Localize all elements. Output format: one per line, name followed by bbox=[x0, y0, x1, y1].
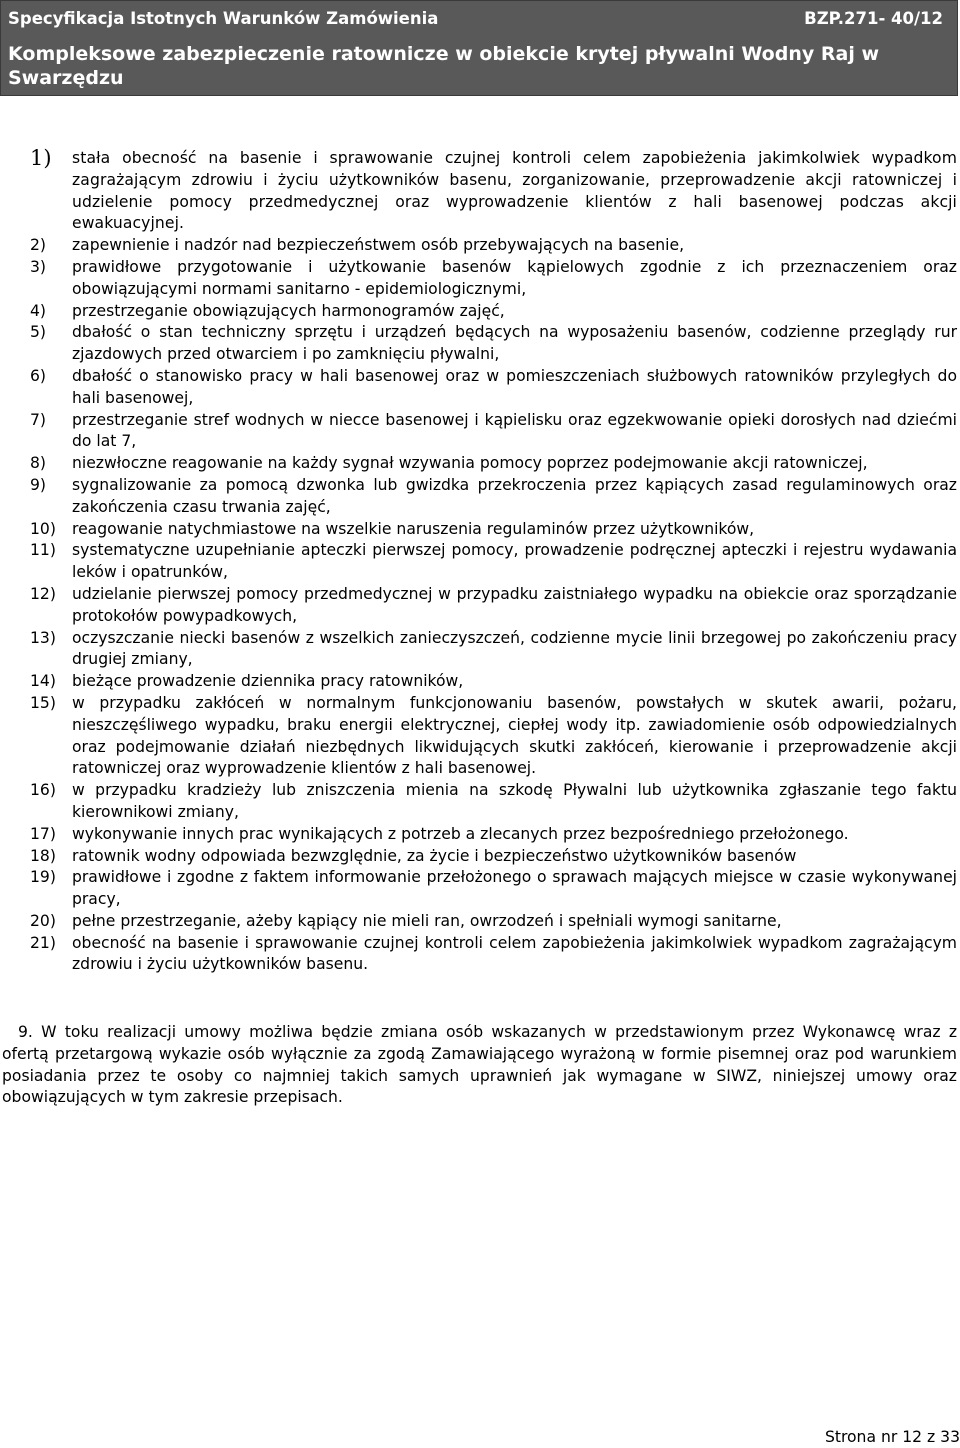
item-number: 8) bbox=[30, 454, 47, 473]
item-text: obecność na basenie i sprawowanie czujnej kontroli celem zapobieżenia jakimkolwiek wypadkom zagrażającym zdrowiu i życiu użytkowników basenu. bbox=[72, 933, 957, 974]
item-text: wykonywanie innych prac wynikających z potrzeb a zlecanych przez bezpośredniego przełożonego. bbox=[72, 824, 849, 843]
item-number: 7) bbox=[30, 410, 47, 429]
list-item bbox=[30, 540, 957, 584]
list-item bbox=[30, 911, 957, 933]
list-item bbox=[30, 453, 957, 475]
item-text: reagowanie natychmiastowe na wszelkie naruszenia regulaminów przez użytkowników, bbox=[72, 519, 755, 538]
item-number: 12) bbox=[30, 584, 56, 603]
item-text: bieżące prowadzenie dziennika pracy ratowników, bbox=[72, 672, 464, 691]
item-text: w przypadku zakłóceń w normalnym funkcjonowaniu basenów, powstałych w skutek awarii, pożaru, nieszczęśliwego wypadku, braku energii elektrycznej, ciepłej wody itp. zawiadomienie osób odpowiedzialnych oraz podejmowanie działań niezbędnych likwidujących skutki zakłóceń, kierowanie i przeprowadzenie akcji ratowniczej oraz wyprowadzenie klientów z hali basenowej. bbox=[72, 693, 957, 778]
list-item bbox=[30, 301, 957, 323]
closing-paragraph: 9. W toku realizacji umowy możliwa będzie zmiana osób wskazanych w przedstawionym przez Wykonawcę wraz z ofertą przetargową wykazie osób wyłącznie za zgodą Zamawiającego wyrażoną w formie pisemnej oraz pod warunkiem posiadania przez te osoby co najmniej takich samych uprawnień jak wymagane w SIWZ, niniejszej umowy oraz obowiązujących w tym zakresie przepisach. bbox=[2, 1023, 957, 1107]
item-text: sygnalizowanie za pomocą dzwonka lub gwizdka przekroczenia przez kąpiących zasad regulaminowych oraz zakończenia czasu trwania zajęć, bbox=[72, 475, 957, 516]
item-text: przestrzeganie stref wodnych w niecce basenowej i kąpielisku oraz egzekwowanie opieki dorosłych nad dziećmi do lat 7, bbox=[72, 410, 957, 451]
header-reference-number: BZP.271- 40/12 bbox=[804, 9, 943, 28]
list-item bbox=[30, 846, 957, 868]
item-number: 18) bbox=[30, 846, 56, 865]
item-text: oczyszczanie niecki basenów z wszelkich zanieczyszczeń, codzienne mycie linii brzegowej po zakończeniu pracy drugiej zmiany, bbox=[72, 628, 957, 669]
list-item bbox=[30, 693, 957, 780]
item-number: 13) bbox=[30, 628, 56, 647]
item-number: 17) bbox=[30, 824, 56, 843]
item-text: udzielanie pierwszej pomocy przedmedycznej w przypadku zaistniałego wypadku na obiekcie oraz sporządzanie protokołów powypadkowych, bbox=[72, 584, 957, 625]
list-item bbox=[30, 322, 957, 366]
list-item bbox=[30, 410, 957, 454]
list-item bbox=[30, 584, 957, 628]
item-text: stała obecność na basenie i sprawowanie czujnej kontroli celem zapobieżenia jakimkolwiek wypadkom zagrażającym zdrowiu i życiu użytkowników basenu, zorganizowanie, przeprowadzenie akcji ratowniczej i udzielenie pomocy przedmedycznej oraz wyprowadzenie klientów z hali basenowej podczas akcji ewakuacyjnej. bbox=[72, 149, 957, 233]
list-item bbox=[30, 235, 957, 257]
page-number: Strona nr 12 z 33 bbox=[824, 1428, 960, 1446]
item-text: zapewnienie i nadzór nad bezpieczeństwem osób przebywających na basenie, bbox=[72, 236, 685, 255]
item-text: dbałość o stan techniczny sprzętu i urządzeń będących na wyposażeniu basenów, codzienne przeglądy rur zjazdowych przed otwarciem i po zamknięciu pływalni, bbox=[72, 323, 957, 364]
item-number: 16) bbox=[30, 781, 56, 800]
list-item bbox=[30, 628, 957, 672]
item-text: dbałość o stanowisko pracy w hali basenowej oraz w pomieszczeniach służbowych ratowników przyległych do hali basenowej, bbox=[72, 366, 957, 407]
list-item bbox=[30, 519, 957, 541]
item-text: prawidłowe i zgodne z faktem informowanie przełożonego o sprawach mających miejsce w czasie wykonywanej pracy, bbox=[72, 868, 957, 909]
item-number: 14) bbox=[30, 672, 56, 691]
duties-list bbox=[30, 148, 957, 976]
item-number: 10) bbox=[30, 519, 56, 538]
item-text: ratownik wodny odpowiada bezwzględnie, za życie i bezpieczeństwo użytkowników basenów bbox=[72, 846, 797, 865]
item-number: 19) bbox=[30, 868, 56, 887]
header-contract-title: Kompleksowe zabezpieczenie ratownicze w obiekcie krytej pływalni Wodny Raj w Swarzędzu bbox=[8, 43, 879, 89]
list-item bbox=[30, 148, 957, 235]
list-item bbox=[30, 824, 957, 846]
list-item bbox=[30, 933, 957, 977]
document-header bbox=[0, 0, 958, 96]
item-text: niezwłoczne reagowanie na każdy sygnał wzywania pomocy poprzez podejmowanie akcji ratowniczej, bbox=[72, 454, 868, 473]
item-number: 2) bbox=[30, 236, 47, 255]
list-item bbox=[30, 257, 957, 301]
item-number: 11) bbox=[30, 541, 56, 560]
item-number: 3) bbox=[30, 257, 47, 276]
item-number: 4) bbox=[30, 301, 47, 320]
list-item bbox=[30, 780, 957, 824]
item-number: 21) bbox=[30, 933, 56, 952]
item-number: 5) bbox=[30, 323, 47, 342]
item-number: 15) bbox=[30, 693, 56, 712]
list-item bbox=[30, 867, 957, 911]
list-item bbox=[30, 366, 957, 410]
item-number: 9) bbox=[30, 475, 47, 494]
item-number: 20) bbox=[30, 911, 56, 930]
item-text: przestrzeganie obowiązujących harmonogramów zajęć, bbox=[72, 301, 505, 320]
header-spec-title: Specyfikacja Istotnych Warunków Zamówienia bbox=[8, 9, 439, 28]
item-text: systematyczne uzupełnianie apteczki pierwszej pomocy, prowadzenie podręcznej apteczki i rejestru wydawania leków i opatrunków, bbox=[72, 541, 957, 582]
item-text: w przypadku kradzieży lub zniszczenia mienia na szkodę Pływalni lub użytkownika zgłaszanie tego faktu kierownikowi zmiany, bbox=[72, 781, 957, 821]
list-item bbox=[30, 475, 957, 519]
item-text: pełne przestrzeganie, ażeby kąpiący nie mieli ran, owrzodzeń i spełniali wymogi sanitarne, bbox=[72, 911, 782, 930]
item-number: 1) bbox=[30, 146, 52, 170]
item-text: prawidłowe przygotowanie i użytkowanie basenów kąpielowych zgodnie z ich przeznaczeniem oraz obowiązującymi normami sanitarno - epidemiologicznymi, bbox=[72, 257, 957, 298]
list-item bbox=[30, 671, 957, 693]
item-number: 6) bbox=[30, 366, 47, 385]
